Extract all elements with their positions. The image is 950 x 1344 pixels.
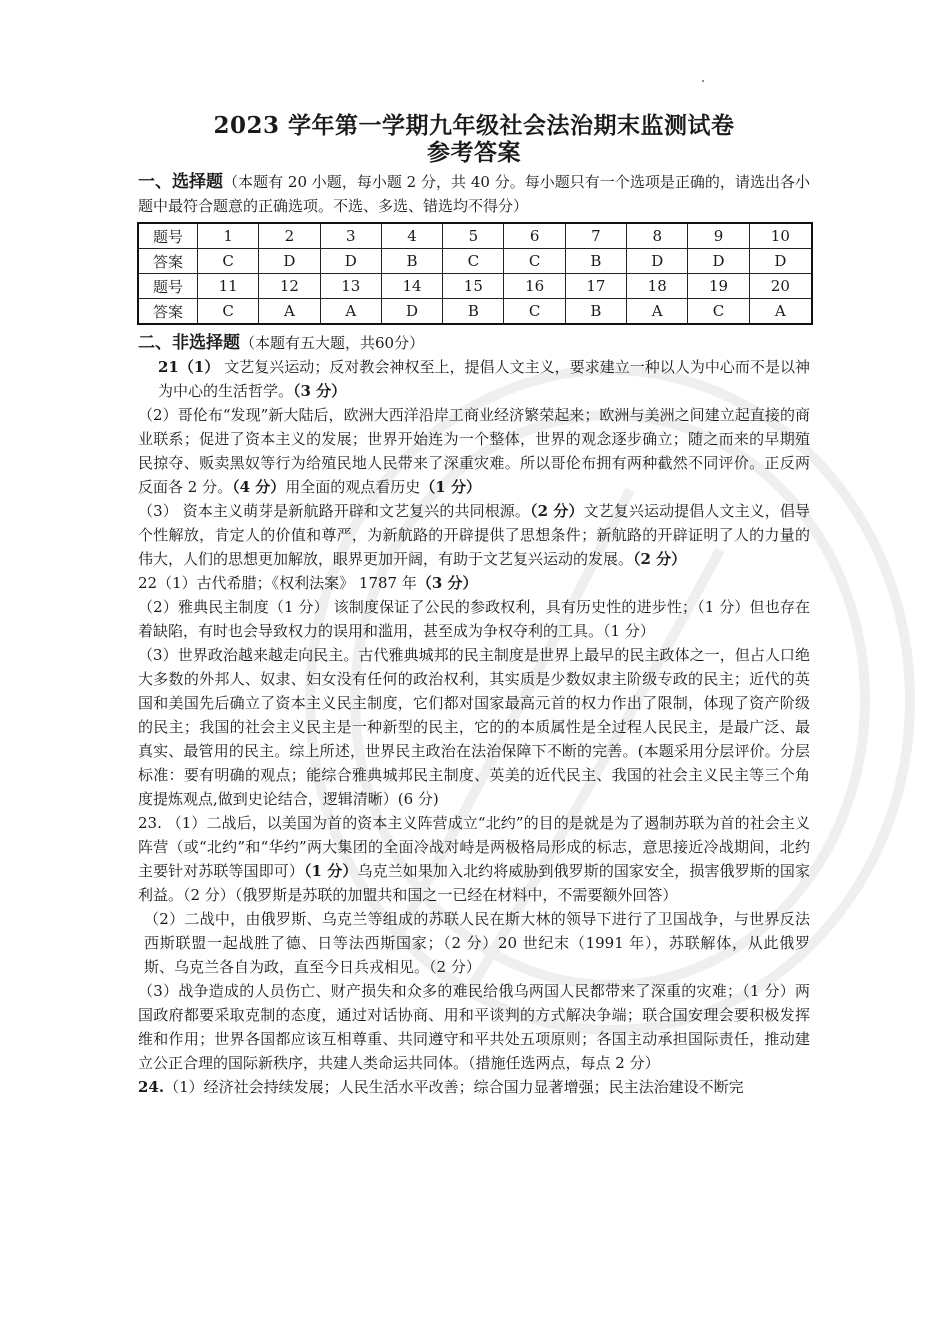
q22-part2: （2）雅典民主制度（1 分） 该制度保证了公民的参政权利，具有历史性的进步性；（1 分）但也存在着缺陷，有时也会导致权力的误用和滥用，甚至成为争权夺利的工具。（1 分） [138,598,810,640]
table-cell: 5 [443,223,504,249]
table-cell: D [627,249,688,274]
table-cell: D [259,249,320,274]
section2-heading: 二、非选择题 [138,333,240,353]
table-cell: A [320,299,381,325]
table-cell: 20 [749,274,812,299]
table-cell: 8 [627,223,688,249]
table-cell: C [688,299,749,325]
table-cell: B [565,299,626,325]
table-cell: 6 [504,223,565,249]
q21-part3 [138,499,810,571]
score-label: （3 分） [416,574,478,592]
q23-p1-text2: 乌克兰如果加入北约将威胁到俄罗斯的国家安全，损害俄罗斯的国家利益。（2 分）（俄罗斯是苏联的加盟共和国之一已经在材料中，不需要额外回答） [138,862,810,904]
q21-p1-text: 文艺复兴运动；反对教会神权至上，提倡人文主义，要求建立一种以人为中心而不是以神为中心的生活哲学。 [158,358,811,400]
table-cell: A [627,299,688,325]
score-label: （2 分） [530,502,584,520]
q21-number: 21（1） [158,358,220,376]
table-cell: 13 [320,274,381,299]
table-cell: 14 [381,274,442,299]
q22-p1-text: 22（1）古代希腊；《权利法案》 1787 年 [138,574,417,592]
q24-part1 [138,1075,810,1099]
q23-part3: （3）战争造成的人员伤亡、财产损失和众多的难民给俄乌两国人民都带来了深重的灾难；（1 分）两国政府都要采取克制的态度，通过对话协商、用和平谈判的方式解决争端；联合国安理会要积极发挥维和作用；世界各国都应该互相尊重、共同遵守和平共处五项原则；各国主动承担国际责任，推动建立公正合理的国际新秩序，共建人类命运共同体。（措施任选两点，每点 2 分） [138,982,810,1072]
section1-instruction: （本题有 20 小题，每小题 2 分，共 40 分。每小题只有一个选项是正确的，请选出各小题中最符合题意的正确选项。不选、多选、错选均不得分） [138,173,810,215]
table-cell: C [443,249,504,274]
table-cell: 10 [749,223,812,249]
score-label: （4 分） [232,478,286,496]
table-label-number: 题号 [138,223,198,249]
table-label-answer: 答案 [138,299,198,325]
table-cell: A [259,299,320,325]
table-cell: A [749,299,812,325]
table-cell: D [320,249,381,274]
table-cell: 1 [198,223,259,249]
score-label: （2 分） [633,550,687,568]
section2-instruction: （本题有五大题，共60分） [240,334,425,352]
table-cell: B [565,249,626,274]
table-cell: B [443,299,504,325]
score-label: （3 分） [293,382,347,400]
q21-p2-text: （2）哥伦布“发现”新大陆后，欧洲大西洋沿岸工商业经济繁荣起来；欧洲与美洲之间建立起直接的商业联系；促进了资本主义的发展；世界开始连为一个整体，世界的观念逐步确立；随之而来的早期殖民掠夺、贩卖黑奴等行为给殖民地人民带来了深重灾难。所以哥伦布拥有两种截然不同评价。正反两反面各 2 分。 [138,406,810,496]
q21-p3-text: （3） 资本主义萌芽是新航路开辟和文艺复兴的共同根源。 [138,502,531,520]
table-cell: C [198,299,259,325]
q23-part2: （2）二战中，由俄罗斯、乌克兰等组成的苏联人民在斯大林的领导下进行了卫国战争，与世界反法西斯联盟一起战胜了德、日等法西斯国家；（2 分）20 世纪末（1991 年），苏联解体，从此俄罗斯、乌克兰各自为政，直至今日兵戎相见。（2 分） [144,910,810,976]
table-cell: B [381,249,442,274]
score-label: （1 分） [303,862,358,880]
q24-number: 24. [138,1078,165,1096]
table-row-numbers-1 [138,223,812,249]
table-cell: D [381,299,442,325]
answer-table [137,222,813,325]
table-cell: 16 [504,274,565,299]
table-row-numbers-2 [138,274,812,299]
table-row-answers-1 [138,249,812,274]
q23-p1-text: 23. （1）二战后，以美国为首的资本主义阵营成立“北约”的目的是就是为了遏制苏联为首的社会主义阵营（或“北约”和“华约”两大集团的全面冷战对峙是两极格局形成的标志，意思接近冷战期间，北约主要针对苏联等国即可） [138,814,810,880]
q21-part2 [138,403,810,499]
q22-part1 [138,571,810,595]
table-cell: 2 [259,223,320,249]
table-cell: 9 [688,223,749,249]
q22-part3: （3）世界政治越来越走向民主。古代雅典城邦的民主制度是世界上最早的民主政体之一，但占人口绝大多数的外邦人、奴隶、妇女没有任何的政治权利，其实质是少数奴隶主阶级专政的民主；近代的英国和美国先后确立了资本主义民主制度，它们都对国家最高元首的权力作出了限制，体现了资产阶级的民主；我国的社会主义民主是一种新型的民主，它的的本质属性是全过程人民民主，是最广泛、最真实、最管用的民主。综上所述，世界民主政治在法治保障下不断的完善。(本题采用分层评价。分层标准：要有明确的观点；能综合雅典城邦民主制度、英美的近代民主、我国的社会主义民主等三个角度提炼观点,做到史论结合，逻辑清晰）(6 分) [138,646,810,808]
document-subtitle: 参考答案 [427,139,521,166]
section1-header [138,170,810,218]
q23-part1 [138,811,810,907]
table-cell: 11 [198,274,259,299]
q21-p3-text2: 文艺复兴运动提倡人文主义，倡导个性解放，肯定人的价值和尊严，为新航路的开辟提供了思想条件；新航路的开辟证明了人的力量的伟大，人们的思想更加解放，眼界更加开阔，有助于文艺复兴运动的发展。 [138,502,810,568]
section1-heading: 一、选择题 [138,172,224,192]
table-label-number: 题号 [138,274,198,299]
scan-dot [702,80,704,82]
table-cell: C [198,249,259,274]
table-cell: C [504,299,565,325]
table-cell: 19 [688,274,749,299]
table-cell: 18 [627,274,688,299]
q21-p2-text2: 用全面的观点看历史 [285,478,421,496]
table-cell: C [504,249,565,274]
table-cell: 4 [381,223,442,249]
table-row-answers-2 [138,299,812,325]
table-label-answer: 答案 [138,249,198,274]
document-title: 2023 学年第一学期九年级社会法治期末监测试卷 [213,112,735,139]
table-cell: 7 [565,223,626,249]
table-cell: 12 [259,274,320,299]
table-cell: 3 [320,223,381,249]
table-cell: D [749,249,812,274]
table-cell: 15 [443,274,504,299]
score-label: （1 分） [420,478,481,496]
q21-part1 [138,355,810,403]
table-cell: 17 [565,274,626,299]
q24-p1-text: （1）经济社会持续发展；人民生活水平改善；综合国力显著增强；民主法治建设不断完 [164,1078,744,1096]
answer-document [138,112,810,1099]
table-cell: D [688,249,749,274]
section2-header [138,331,810,355]
